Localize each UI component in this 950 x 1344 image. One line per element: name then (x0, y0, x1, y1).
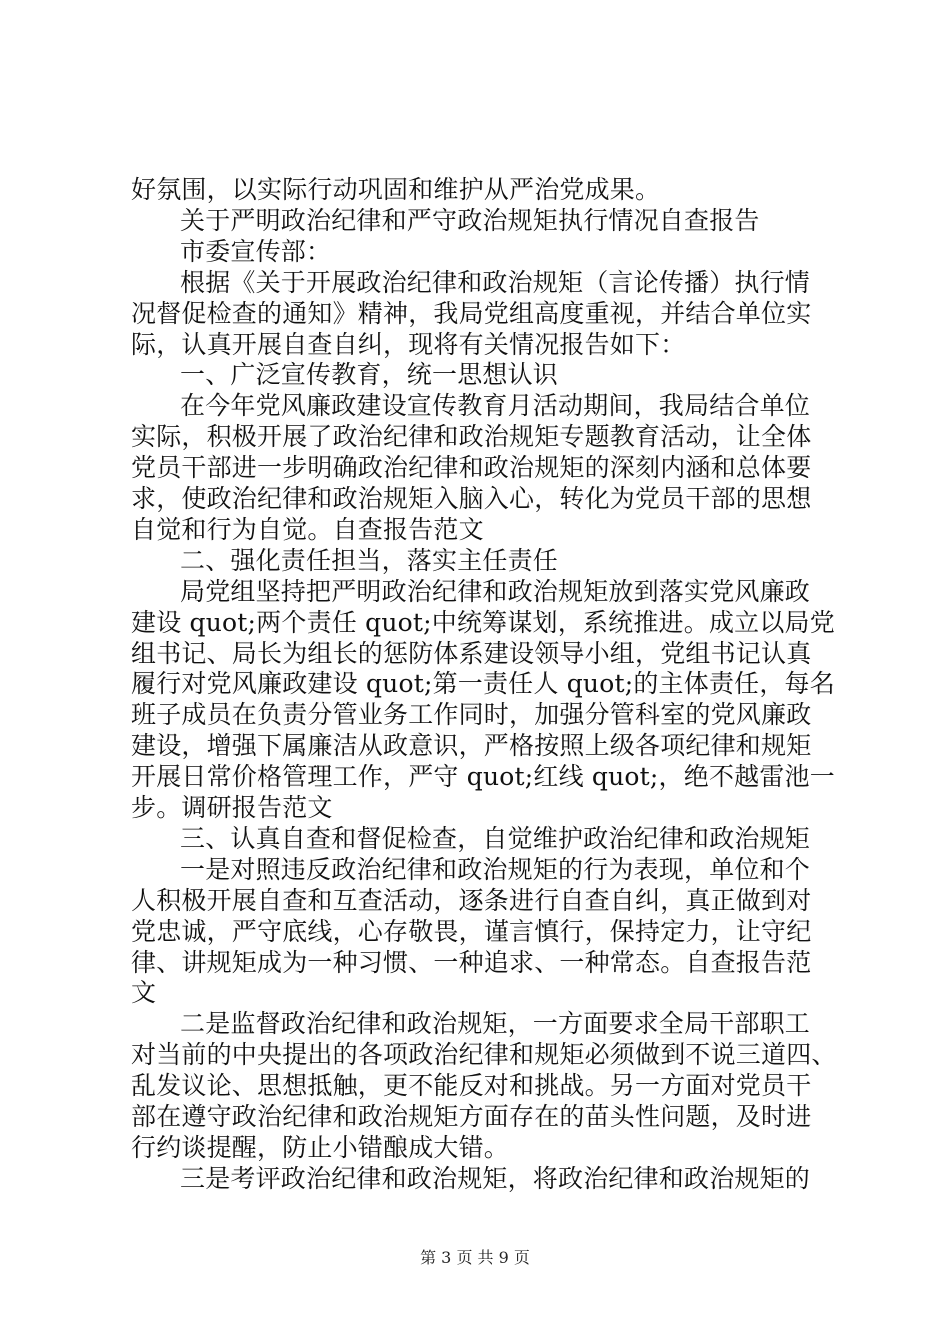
body-line: 部在遵守政治纪律和政治规矩方面存在的苗头性问题，及时进 (131, 1102, 812, 1131)
section-heading: 二、强化责任担当，落实主任责任 (180, 545, 559, 575)
body-line: 建设，增强下属廉洁从政意识，严格按照上级各项纪律和规矩 (131, 731, 812, 761)
addressee: 市委宣传部： (180, 236, 332, 266)
body-line: 乱发议论、思想抵触，更不能反对和挑战。另一方面对党员干 (131, 1071, 812, 1101)
body-line: 党忠诚，严守底线，心存敬畏，谨言慎行，保持定力，让守纪 (131, 916, 812, 946)
body-line: 求，使政治纪律和政治规矩入脑入心，转化为党员干部的思想 (131, 484, 812, 513)
body-line: 实际，积极开展了政治纪律和政治规矩专题教育活动，让全体 (131, 422, 812, 452)
page-footer: 第 3 页 共 9 页 (420, 1248, 530, 1267)
body-line: 行约谈提醒，防止小错酿成大错。 (131, 1132, 510, 1162)
body-line: 步。调研报告范文 (131, 793, 333, 822)
body-line: 文 (131, 978, 157, 1008)
body-line: 组书记、局长为组长的惩防体系建设领导小组，党组书记认真 (131, 638, 812, 668)
body-line: 根据《关于开展政治纪律和政治规矩（言论传播）执行情 (180, 267, 811, 297)
body-line: 二是监督政治纪律和政治规矩，一方面要求全局干部职工 (180, 1009, 811, 1039)
body-line: 律、讲规矩成为一种习惯、一种追求、一种常态。自查报告范 (131, 947, 812, 977)
body-line: 际，认真开展自查自纠，现将有关情况报告如下： (131, 329, 686, 359)
body-line: 况督促检查的通知》精神，我局党组高度重视，并结合单位实 (131, 298, 812, 328)
body-line: 建设 quot;两个责任 quot;中统筹谋划，系统推进。成立以局党 (131, 607, 835, 637)
body-line: 开展日常价格管理工作，严守 quot;红线 quot;，绝不越雷池一 (131, 762, 835, 792)
body-line: 履行对党风廉政建设 quot;第一责任人 quot;的主体责任，每名 (131, 669, 835, 699)
section-heading: 三、认真自查和督促检查，自觉维护政治纪律和政治规矩 (180, 823, 811, 853)
body-line: 班子成员在负责分管业务工作同时，加强分管科室的党风廉政 (131, 700, 812, 730)
body-line: 对当前的中央提出的各项政治纪律和规矩必须做到不说三道四、 (131, 1040, 837, 1070)
section-heading: 一、广泛宣传教育，统一思想认识 (180, 360, 559, 390)
body-line: 好氛围，以实际行动巩固和维护从严治党成果。 (131, 175, 661, 204)
body-line: 党员干部进一步明确政治纪律和政治规矩的深刻内涵和总体要 (131, 453, 812, 483)
body-line: 自觉和行为自觉。自查报告范文 (131, 514, 484, 544)
body-line: 人积极开展自查和互查活动，逐条进行自查自纠，真正做到对 (131, 885, 812, 915)
body-line: 三是考评政治纪律和政治规矩，将政治纪律和政治规矩的 (180, 1163, 811, 1193)
body-line: 在今年党风廉政建设宣传教育月活动期间，我局结合单位 (180, 391, 811, 421)
body-line: 局党组坚持把严明政治纪律和政治规矩放到落实党风廉政 (180, 576, 811, 606)
body-line: 一是对照违反政治纪律和政治规矩的行为表现，单位和个 (180, 854, 811, 884)
report-title: 关于严明政治纪律和严守政治规矩执行情况自查报告 (180, 205, 760, 235)
